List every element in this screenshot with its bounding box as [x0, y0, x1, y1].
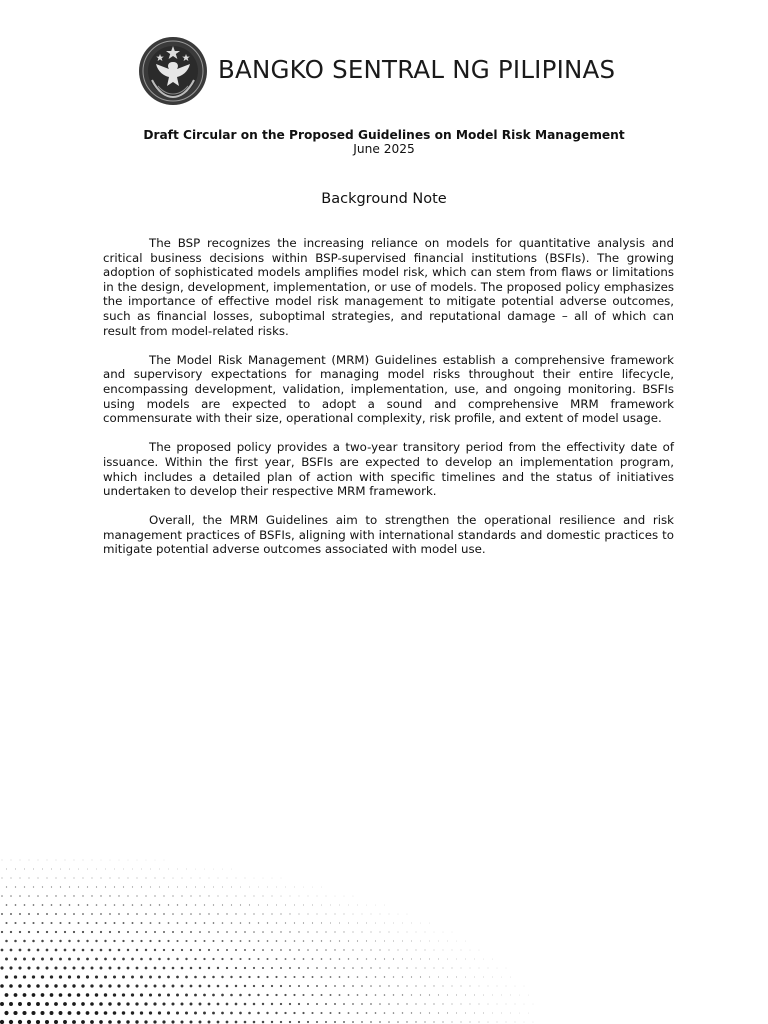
- document-title: Draft Circular on the Proposed Guidelines on Model Risk Management: [143, 128, 625, 142]
- letterhead: [138, 36, 678, 106]
- paragraph: The Model Risk Management (MRM) Guidelines establish a comprehensive framework and supervisory expectations for managing model risks throughout their entire lifecycle, encompassing development, validation, implementation, use, and ongoing monitoring. BSFIs using models are expected to adopt a sound and comprehensive MRM framework commensurate with their size, operational complexity, risk profile, and extent of model usage.: [103, 352, 674, 426]
- paragraph: Overall, the MRM Guidelines aim to strengthen the operational resilience and risk management practices of BSFIs, aligning with international standards and domestic practices to mitigate potential adverse outcomes associated with model use.: [103, 513, 674, 557]
- document-date: June 2025: [353, 142, 415, 156]
- document-title-block: [0, 128, 768, 156]
- bsp-seal-icon: [138, 36, 208, 106]
- organization-name: BANGKO SENTRAL NG PILIPINAS: [218, 55, 616, 84]
- halftone-dot-decoration: [0, 820, 768, 1024]
- paragraph: The proposed policy provides a two-year transitory period from the effectivity date of issuance. Within the first year, BSFIs are expected to develop an implementation program, which includes a detailed plan of action with specific timelines and the status of initiatives undertaken to develop their respective MRM framework.: [103, 440, 674, 499]
- section-heading: Background Note: [321, 191, 447, 207]
- body-text: [103, 236, 674, 572]
- paragraph: The BSP recognizes the increasing reliance on models for quantitative analysis and critical business decisions within BSP-supervised financial institutions (BSFIs). The growing adoption of sophisticated models amplifies model risk, which can stem from flaws or limitations in the design, development, implementation, or use of models. The proposed policy emphasizes the importance of effective model risk management to mitigate potential adverse outcomes, such as financial losses, suboptimal strategies, and reputational damage – all of which can result from model-related risks.: [103, 236, 674, 338]
